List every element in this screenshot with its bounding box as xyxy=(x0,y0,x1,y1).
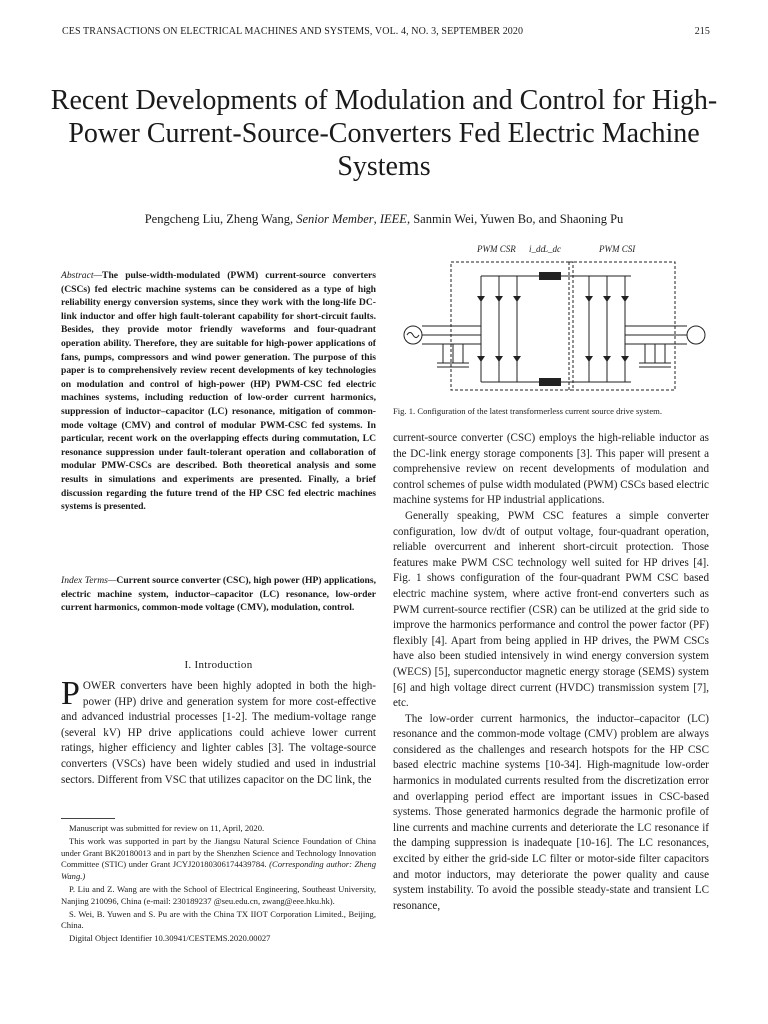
footnote-affiliation-2: S. Wei, B. Yuwen and S. Pu are with the China TX IIOT Corporation Limited., Beijing, China. xyxy=(61,908,376,931)
dc-inductor-bottom xyxy=(539,378,561,386)
authors-part1: Pengcheng Liu, Zheng Wang, xyxy=(144,212,297,226)
paragraph-3: The low-order current harmonics, the inductor–capacitor (LC) resonance and the common-mode voltage (CMV) problem are always considered as the challenges and research hotspots for the HP CSC based electric machine systems [10-34]. High-magnitude low-order harmonics in modulated currents resulted from the discretization error and overlapping period effect are important issues in CSC-based systems. Those generated harmonics degrade the harmonic profile of line currents and machine currents and deteriorate the LC resonance if the damping suppression is inadequate [10-16]. The LC resonances, excited by either the grid-side LC filter or motor-side filter capacitors and motor inductors, may deteriorate the power quality and cause system instability. To avoid the possible steady-state and transient LC resonance, xyxy=(393,712,709,912)
grid-side-capacitors xyxy=(437,344,469,367)
right-column-body xyxy=(393,431,709,914)
motor-side-capacitors xyxy=(639,344,671,367)
abstract xyxy=(61,269,376,514)
page-number: 215 xyxy=(694,26,710,37)
circuit-diagram-figure xyxy=(393,238,711,410)
author-list xyxy=(40,212,728,227)
membership-grade: Senior Member xyxy=(296,212,374,226)
motor-symbol xyxy=(687,326,705,344)
label-pwm-csi: PWM CSI xyxy=(599,244,636,254)
index-terms xyxy=(61,574,376,615)
introduction-text: OWER converters have been highly adopted in both the high-power (HP) drive and generation system for more cost-effective and advanced industrial processes [1-2]. The medium-voltage range (several kV) HP drive applications could achieve lower current ratings, higher efficiency and lighter cables [3]. The voltage-source converters (VSCs) have been widely studied and used in industrial sectors. Different from VSC that utilizes capacitor on the DC link, the xyxy=(61,680,376,786)
figure-caption: Fig. 1. Configuration of the latest transformerless current source drive system. xyxy=(393,406,662,416)
switch-devices xyxy=(477,296,629,362)
footnotes xyxy=(61,818,376,946)
index-terms-lead: Index Terms— xyxy=(61,575,117,586)
footnote-received: Manuscript was submitted for review on 11, April, 2020. xyxy=(69,823,265,833)
authors-comma: , xyxy=(373,212,380,226)
paragraph-2: Generally speaking, PWM CSC features a simple converter configuration, low dv/dt of output voltage, four-quadrant operation, reliable overcurrent and inherent short-circuit protection. Those features make PWM CSC technology well suited for HP drives [4]. Fig. 1 shows configuration of the four-quadrant PWM CSC based electric machine system, where active front-end converters such as PWM current-source rectifier (CSR) can be utilized at the grid side to improve the harmonics performance and control the power factor (PF) flexibly [4]. Apart from being applied in HP drives, the PWM CSCs have also been studied intensively in wind energy conversion system (WECS) [5], superconductor magnetic energy storage (SEMS) system [6] and high voltage direct current (HVDC) transmission system [7], etc. xyxy=(393,509,709,710)
paragraph-1: current-source converter (CSC) employs the high-reliable inductor as the DC-link energy storage components [3]. This paper will present a comprehensive review on recent developments of modulation and control schemes of pulse width modulated (PWM) CSCs based electric machine systems for HP industrial applications. xyxy=(393,432,709,507)
paper-title: Recent Developments of Modulation and Control for High-Power Current-Source-Converters Fed Electric Machine Systems xyxy=(50,85,718,182)
footnote-rule xyxy=(61,818,115,819)
abstract-text: The pulse-width-modulated (PWM) current-source converters (CSCs) fed electric machine systems can be considered as a type of high reliability energy conversion systems, since they work with the long-life DC-link inductor and offer high fault-tolerant capability for short-circuit faults. Besides, they provide motor friendly waveforms and four-quadrant operation ability. Therefore, they are suitable for high-power applications of fans, pumps, compressors and wind power generation. The purpose of this paper is to comprehensively review recent developments of key technologies on modulation and control of high-power (HP) PWM-CSC fed electric machines systems, including reduction of low-order current harmonics, suppression of inductor–capacitor (LC) resonance, mitigation of common-mode voltage (CMV) and control of modular PWM-CSC fed systems. In particular, recent work on the overlapping effects during commutation, LC resonance suppression under fault-tolerant operation and collaboration of modular PMW-CSCs are described. Both theoretical analysis and some results in simulations and experiments are presented. Finally, a brief discussion regarding the future trend of the HP CSC fed electric machines systems is presented. xyxy=(61,270,376,513)
label-pwm-csr: PWM CSR xyxy=(477,244,516,254)
abstract-lead: Abstract— xyxy=(61,270,103,281)
footnote-affiliation-1: P. Liu and Z. Wang are with the School of Electrical Engineering, Southeast University, Nanjing 210096, China (e-mail: 230189237 @seu.edu.cn, zwang@eee.hku.hk). xyxy=(61,883,376,906)
dc-inductor-top xyxy=(539,272,561,280)
label-idc: i_dc xyxy=(529,244,545,254)
section-heading-introduction: I. Introduction xyxy=(184,659,253,671)
journal-name: CES TRANSACTIONS ON ELECTRICAL MACHINES AND SYSTEMS, VOL. 4, NO. 3, SEPTEMBER 2020 xyxy=(62,26,524,37)
membership-org: IEEE xyxy=(379,212,407,226)
label-ldc: L_dc xyxy=(543,244,561,254)
authors-part2: , Sanmin Wei, Yuwen Bo, and Shaoning Pu xyxy=(406,212,624,226)
footnote-funding: This work was supported in part by the Jiangsu Natural Science Foundation of China under Grant BK20180013 and in part by the Shenzhen Science and Technology Innovation Committee (STIC) under Grant JCYJ20180306174439784. (Corresponding author: Zheng Wang.) xyxy=(61,835,377,882)
introduction-body xyxy=(61,675,376,788)
drop-cap: P xyxy=(61,675,80,712)
index-terms-text: Current source converter (CSC), high power (HP) applications, electric machine system, inductor–capacitor (LC) resonance, low-order current harmonics, common-mode voltage (CMV), modulation, control. xyxy=(61,575,377,614)
footnote-doi: Digital Object Identifier 10.30941/CESTEMS.2020.00027 xyxy=(69,933,271,944)
